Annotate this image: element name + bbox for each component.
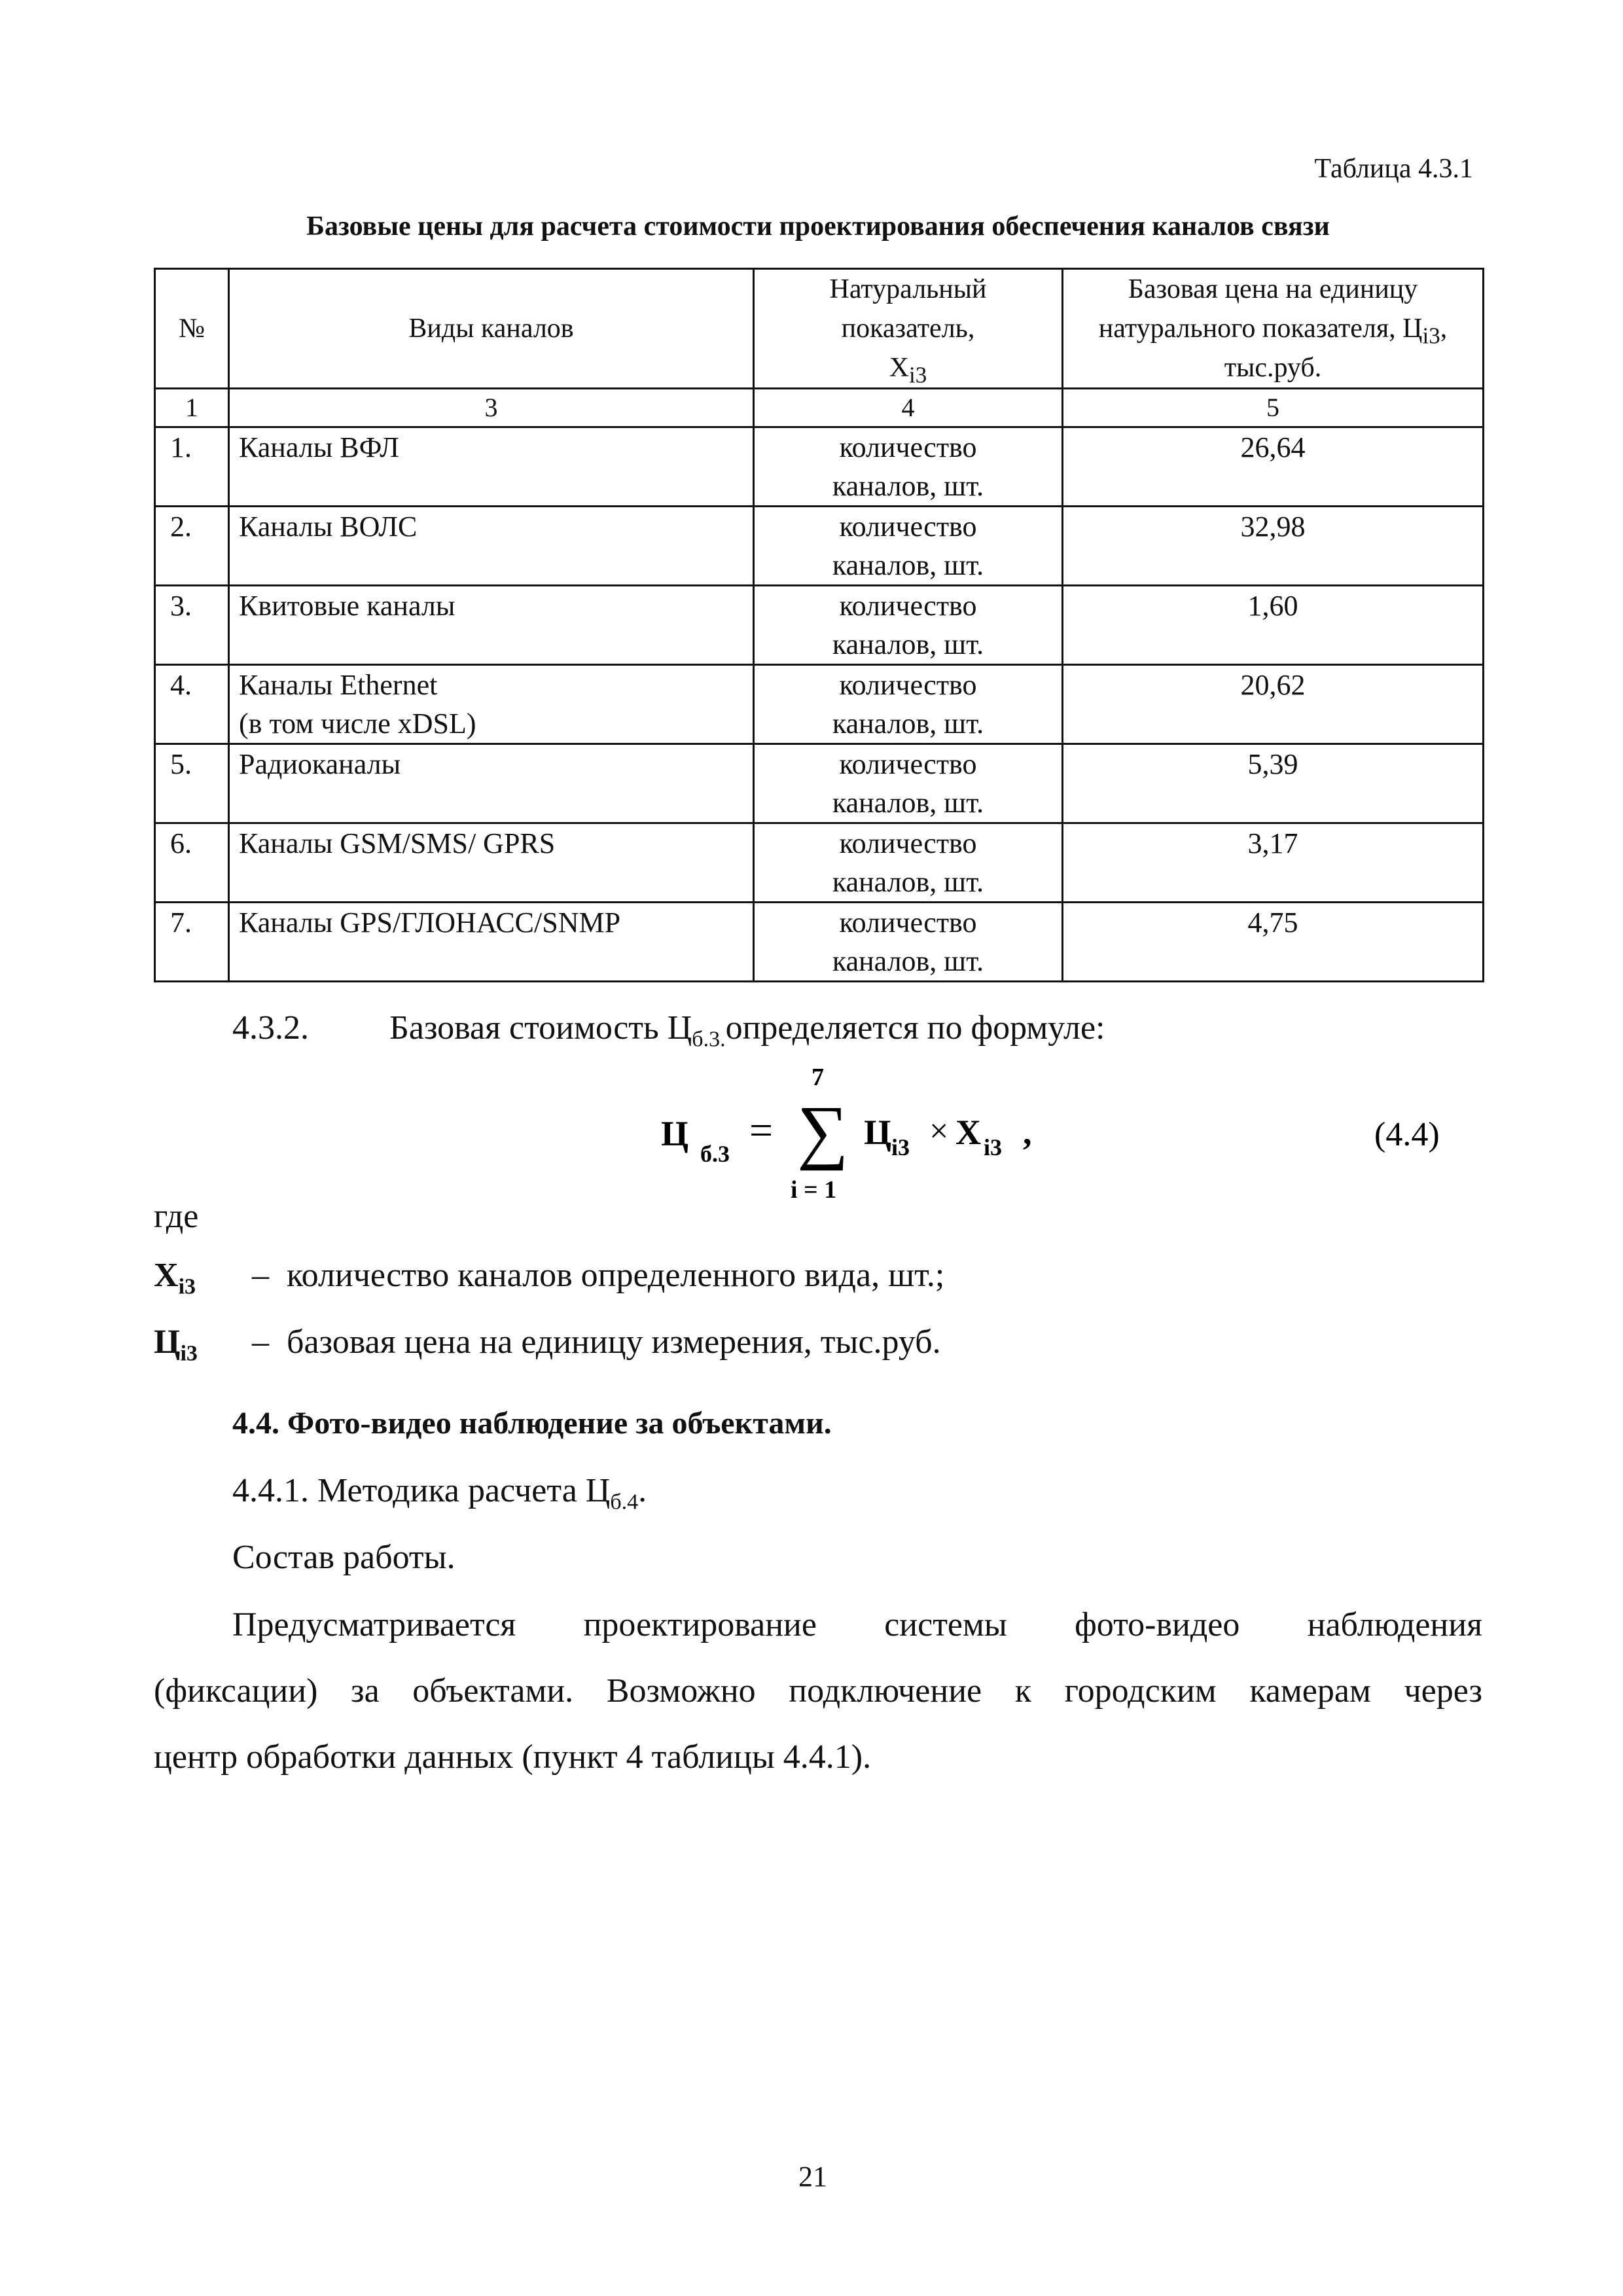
row-unit-line2: каналов, шт. — [832, 628, 984, 660]
clause-line — [232, 1008, 1105, 1052]
definition-symbol: $Х_{i3}$ — [154, 1257, 196, 1299]
row-kind — [229, 665, 754, 744]
formula-term2: Х — [955, 1113, 981, 1152]
column-number: 4 — [754, 389, 1063, 427]
row-price: 1,60 — [1063, 586, 1484, 665]
paragraph-line: (фиксации) за объектами. Возможно подключение к городским камерам через — [154, 1672, 1482, 1710]
row-kind — [229, 427, 754, 507]
header-kind: Виды каналов — [229, 269, 754, 389]
row-number: 5. — [155, 744, 229, 823]
row-kind-line1: Каналы GPS/ГЛОНАСС/SNMP — [239, 906, 621, 939]
column-number-row — [155, 389, 1484, 427]
header-natural-subscript: i3 — [909, 362, 927, 388]
row-kind-line1: Каналы Ethernet — [239, 669, 438, 701]
row-unit-line2: каналов, шт. — [832, 945, 984, 977]
row-price: 32,98 — [1063, 507, 1484, 586]
formula-lhs: Ц — [661, 1114, 689, 1153]
column-number: 1 — [155, 389, 229, 427]
row-number: 1. — [155, 427, 229, 507]
row-unit — [754, 586, 1063, 665]
header-price — [1063, 269, 1484, 389]
row-kind — [229, 507, 754, 586]
row-kind-line1: Каналы GSM/SMS/ GPRS — [239, 827, 556, 859]
definition-symbol: $Ц_{i3}$ — [154, 1323, 198, 1366]
row-unit-line1: количество — [839, 669, 977, 701]
header-price-line3: тыс.руб. — [1224, 353, 1322, 383]
row-kind — [229, 744, 754, 823]
row-unit — [754, 744, 1063, 823]
row-price: 5,39 — [1063, 744, 1484, 823]
table-row — [155, 744, 1484, 823]
table-header-row — [155, 269, 1484, 389]
formula-term1: Ц — [864, 1113, 892, 1152]
row-unit-line1: количество — [839, 590, 977, 622]
row-unit — [754, 507, 1063, 586]
definition-text: базовая цена на единицу измерения, тыс.руб. — [287, 1323, 941, 1361]
table-row — [155, 823, 1484, 903]
row-kind-line2: (в том числе xDSL) — [239, 708, 476, 740]
header-natural-line3 — [764, 348, 1052, 387]
row-unit-line2: каналов, шт. — [832, 470, 984, 502]
composition-label: Состав работы. — [232, 1539, 455, 1576]
row-price: 26,64 — [1063, 427, 1484, 507]
row-kind-line1: Каналы ВОЛС — [239, 511, 418, 543]
definition-dash: – — [252, 1323, 269, 1361]
times-icon: × — [929, 1113, 949, 1150]
where-label: где — [154, 1198, 199, 1235]
row-price: 3,17 — [1063, 823, 1484, 903]
method-subscript: б.4 — [610, 1490, 639, 1515]
table-row — [155, 507, 1484, 586]
row-price: 4,75 — [1063, 903, 1484, 982]
header-natural — [754, 269, 1063, 389]
row-unit-line2: каналов, шт. — [832, 787, 984, 819]
formula-equals: = — [749, 1107, 774, 1153]
header-natural-symbol: Х — [889, 353, 910, 383]
header-price-line1: Базовая цена на единицу — [1128, 274, 1418, 304]
row-number: 3. — [155, 586, 229, 665]
row-unit — [754, 665, 1063, 744]
row-unit-line1: количество — [839, 906, 977, 939]
header-price-subscript: i3 — [1422, 323, 1440, 349]
row-unit — [754, 427, 1063, 507]
row-unit-line1: количество — [839, 748, 977, 780]
row-kind-line1: Квитовые каналы — [239, 590, 455, 622]
formula-lower-limit: i = 1 — [791, 1176, 837, 1204]
method-line: 4.4.1. Методика расчета $Ц_{б.4}$. — [232, 1472, 647, 1515]
table-row — [155, 665, 1484, 744]
formula-term2-subscript: i3 — [984, 1134, 1003, 1160]
row-unit-line2: каналов, шт. — [832, 708, 984, 740]
row-kind — [229, 823, 754, 903]
row-number: 6. — [155, 823, 229, 903]
table-number: Таблица 4.3.1 — [1314, 154, 1473, 184]
column-number: 5 — [1063, 389, 1484, 427]
formula-comma: , — [1023, 1113, 1032, 1152]
row-unit — [754, 903, 1063, 982]
row-number: 4. — [155, 665, 229, 744]
table-row — [155, 427, 1484, 507]
header-price-text: натурального показателя, Ц — [1098, 314, 1423, 344]
formula-number: (4.4) — [1374, 1116, 1440, 1153]
row-unit-line1: количество — [839, 511, 977, 543]
row-unit-line1: количество — [839, 431, 977, 463]
row-unit — [754, 823, 1063, 903]
definition-dash: – — [252, 1257, 269, 1294]
formula-term1-subscript: i3 — [891, 1134, 910, 1160]
row-price: 20,62 — [1063, 665, 1484, 744]
clause-number: 4.3.2. — [232, 1009, 309, 1047]
header-natural-line2: показатель, — [841, 314, 975, 344]
section-heading: 4.4. Фото-видео наблюдение за объектами. — [232, 1406, 832, 1441]
row-unit-line2: каналов, шт. — [832, 549, 984, 581]
paragraph-line: Предусматривается проектирование системы фото-видео наблюдения — [232, 1606, 1482, 1643]
row-kind — [229, 903, 754, 982]
row-number: 7. — [155, 903, 229, 982]
header-natural-line1: Натуральный — [829, 274, 987, 304]
sigma-icon: ∑ — [797, 1091, 849, 1171]
header-price-comma: , — [1440, 314, 1448, 344]
table-row — [155, 586, 1484, 665]
header-price-line2 — [1073, 309, 1473, 348]
paragraph-line: центр обработки данных (пункт 4 таблицы 4.4.1). — [154, 1738, 872, 1776]
page-number: 21 — [798, 2161, 827, 2193]
row-unit-line2: каналов, шт. — [832, 866, 984, 898]
table-row — [155, 903, 1484, 982]
row-kind-line1: Каналы ВФЛ — [239, 431, 399, 463]
prices-table — [154, 268, 1484, 982]
clause-subscript: б.3. — [692, 1027, 726, 1052]
row-kind — [229, 586, 754, 665]
row-kind-line1: Радиоканалы — [239, 748, 401, 780]
formula-lhs-subscript: б.3 — [700, 1141, 730, 1167]
row-number: 2. — [155, 507, 229, 586]
column-number: 3 — [229, 389, 754, 427]
header-num: № — [155, 269, 229, 389]
row-unit-line1: количество — [839, 827, 977, 859]
table-title: Базовые цены для расчета стоимости проектирования обеспечения каналов связи — [306, 211, 1330, 242]
clause-text: Базовая стоимость $Ц_{б.3.}определяется$ по формуле: — [389, 1009, 1105, 1052]
definition-text: количество каналов определенного вида, шт.; — [287, 1257, 945, 1294]
formula-upper-limit: 7 — [812, 1064, 824, 1091]
